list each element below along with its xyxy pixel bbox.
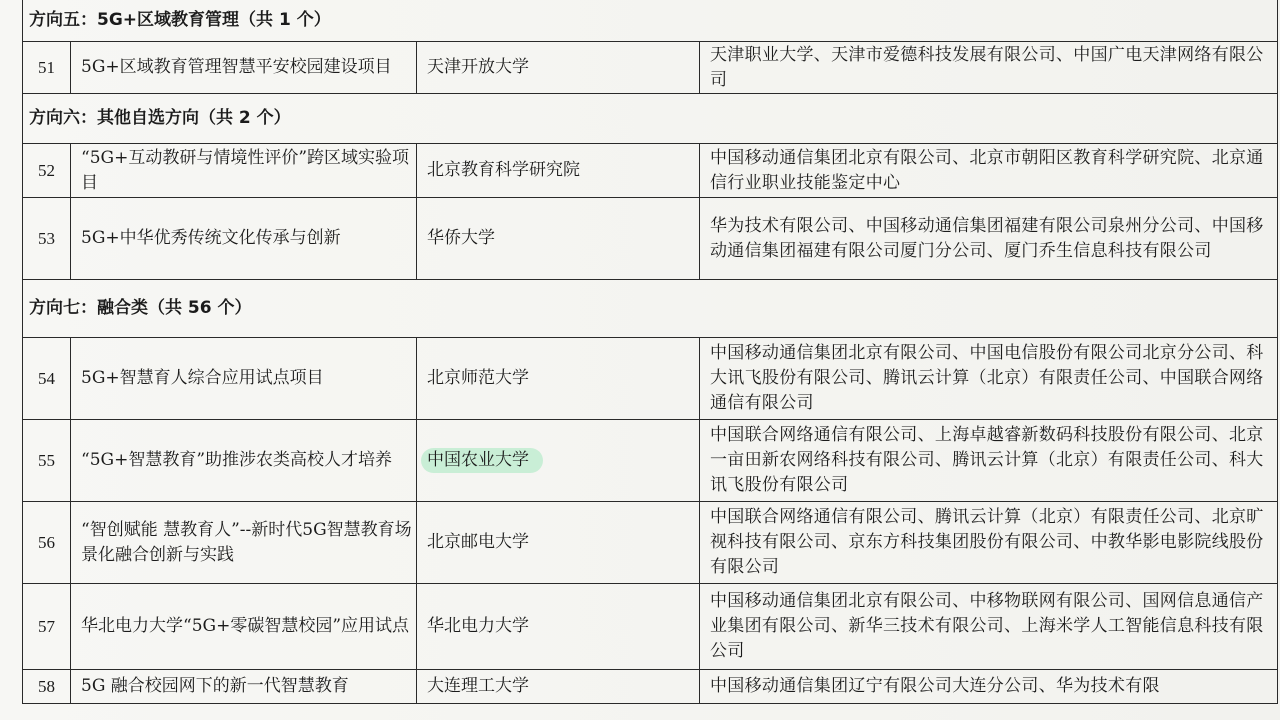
project-name: “智创赋能 慧教育人”--新时代5G智慧教育场景化融合创新与实践 (71, 502, 417, 584)
partner-units: 中国移动通信集团北京有限公司、北京市朝阳区教育科学研究院、北京通信行业职业技能鉴定中心 (700, 144, 1278, 198)
project-name: “5G+互动教研与情境性评价”跨区域实验项目 (71, 144, 417, 198)
section-title: 方向五：5G+区域教育管理（共 1 个） (23, 0, 1278, 42)
partner-units: 中国移动通信集团北京有限公司、中国电信股份有限公司北京分公司、科大讯飞股份有限公司、腾讯云计算（北京）有限责任公司、中国联合网络通信有限公司 (700, 338, 1278, 420)
row-number: 53 (23, 198, 71, 280)
lead-unit: 北京教育科学研究院 (417, 144, 700, 198)
lead-unit: 华北电力大学 (417, 584, 700, 670)
table-row (23, 670, 1278, 704)
project-name: 5G+智慧育人综合应用试点项目 (71, 338, 417, 420)
lead-unit-cell (417, 420, 700, 502)
table-row (23, 144, 1278, 198)
row-number: 55 (23, 420, 71, 502)
section-header-row (23, 280, 1278, 338)
project-name: 华北电力大学“5G+零碳智慧校园”应用试点 (71, 584, 417, 670)
table-row (23, 584, 1278, 670)
lead-unit: 北京邮电大学 (417, 502, 700, 584)
partner-units: 中国联合网络通信有限公司、上海卓越睿新数码科技股份有限公司、北京一亩田新农网络科技有限公司、腾讯云计算（北京）有限责任公司、科大讯飞股份有限公司 (700, 420, 1278, 502)
lead-unit: 大连理工大学 (417, 670, 700, 704)
row-number: 51 (23, 42, 71, 94)
lead-unit: 天津开放大学 (417, 42, 700, 94)
table-row (23, 338, 1278, 420)
partner-units: 中国移动通信集团北京有限公司、中移物联网有限公司、国网信息通信产业集团有限公司、新华三技术有限公司、上海米学人工智能信息科技有限公司 (700, 584, 1278, 670)
partner-units: 华为技术有限公司、中国移动通信集团福建有限公司泉州分公司、中国移动通信集团福建有限公司厦门分公司、厦门乔生信息科技有限公司 (700, 198, 1278, 280)
section-title: 方向六：其他自选方向（共 2 个） (23, 94, 1278, 144)
project-name: 5G+中华优秀传统文化传承与创新 (71, 198, 417, 280)
row-number: 52 (23, 144, 71, 198)
row-number: 57 (23, 584, 71, 670)
project-name: 5G+区域教育管理智慧平安校园建设项目 (71, 42, 417, 94)
project-name: “5G+智慧教育”助推涉农类高校人才培养 (71, 420, 417, 502)
project-name: 5G 融合校园网下的新一代智慧教育 (71, 670, 417, 704)
table-row (23, 42, 1278, 94)
row-number: 54 (23, 338, 71, 420)
section-header-row (23, 94, 1278, 144)
table-row (23, 420, 1278, 502)
table-row (23, 502, 1278, 584)
table-row (23, 198, 1278, 280)
row-number: 56 (23, 502, 71, 584)
section-title: 方向七：融合类（共 56 个） (23, 280, 1278, 338)
row-number: 58 (23, 670, 71, 704)
lead-unit: 北京师范大学 (417, 338, 700, 420)
lead-unit: 华侨大学 (417, 198, 700, 280)
partner-units: 中国移动通信集团辽宁有限公司大连分公司、华为技术有限 (700, 670, 1278, 704)
partner-units: 中国联合网络通信有限公司、腾讯云计算（北京）有限责任公司、北京旷视科技有限公司、京东方科技集团股份有限公司、中教华影电影院线股份有限公司 (700, 502, 1278, 584)
highlighted-lead-unit: 中国农业大学 (421, 448, 543, 473)
partner-units: 天津职业大学、天津市爱德科技发展有限公司、中国广电天津网络有限公司 (700, 42, 1278, 94)
section-header-row (23, 0, 1278, 42)
project-table (22, 0, 1278, 704)
